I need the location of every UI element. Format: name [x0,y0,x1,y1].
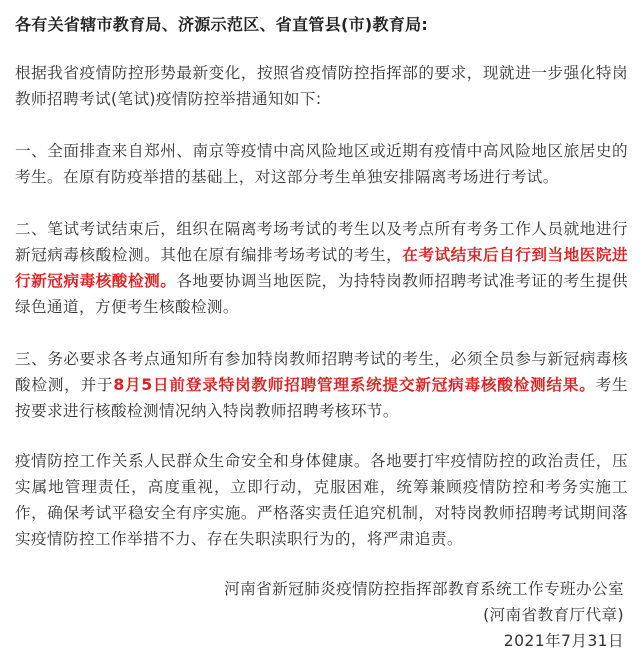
item-2-highlight: 在考试结束后自行到当地医院进行新冠病毒核酸检测。 [15,246,628,290]
item-3-text: 三、务必要求各考点通知所有参加特岗教师招聘考试的考生，必须全员参与新冠病毒核酸检测，并于 [15,350,628,394]
closing-paragraph: 疫情防控工作关系人民群众生命安全和身体健康。各地要打牢疫情防控的政治责任，压实属地管理责任，高度重视，立即行动，克服困难，统筹兼顾疫情防控和考务实施工作，确保考试平稳安全有序实施。严格落实责任追究机制，对特岗教师招聘考试期间落实疫情防控工作举措不力、存在失职渎职行为的，将严肃追责。 [15,452,628,548]
item-1-paragraph: 一、全面排查来自郑州、南京等疫情中高风险地区或近期有疫情中高风险地区旅居史的考生。在原有防疫举措的基础上，对这部分考生单独安排隔离考场进行考试。 [15,142,628,186]
signature-office: 河南省新冠肺炎疫情防控指挥部教育系统工作专班办公室 [224,580,624,598]
item-3-text-after: 考生按要求进行核酸检测情况纳入特岗教师招聘考核环节。 [15,376,628,420]
intro-paragraph: 根据我省疫情防控形势最新变化，按照省疫情防控指挥部的要求，现就进一步强化特岗教师招聘考试(笔试)疫情防控举措通知如下: [15,64,628,108]
salutation: 各有关省辖市教育局、济源示范区、省直管县(市)教育局: [15,15,429,34]
item-2-text-after: 各地要协调当地医院，为持特岗教师招聘考试准考证的考生提供绿色通道，方便考生核酸检测。 [15,272,628,316]
signature-date: 2021年7月31日 [503,632,624,650]
item-3-highlight: 8月5日前登录特岗教师招聘管理系统提交新冠病毒核酸检测结果。 [113,376,596,394]
signature-seal: (河南省教育厅代章) [483,606,624,624]
item-3-paragraph [15,346,628,424]
item-2-text: 二、笔试考试结束后，组织在隔离考场考试的考生以及考点所有考务工作人员就地进行新冠病毒核酸检测。其他在原有编排考场考试的考生， [15,220,628,264]
item-2-paragraph [15,216,628,320]
